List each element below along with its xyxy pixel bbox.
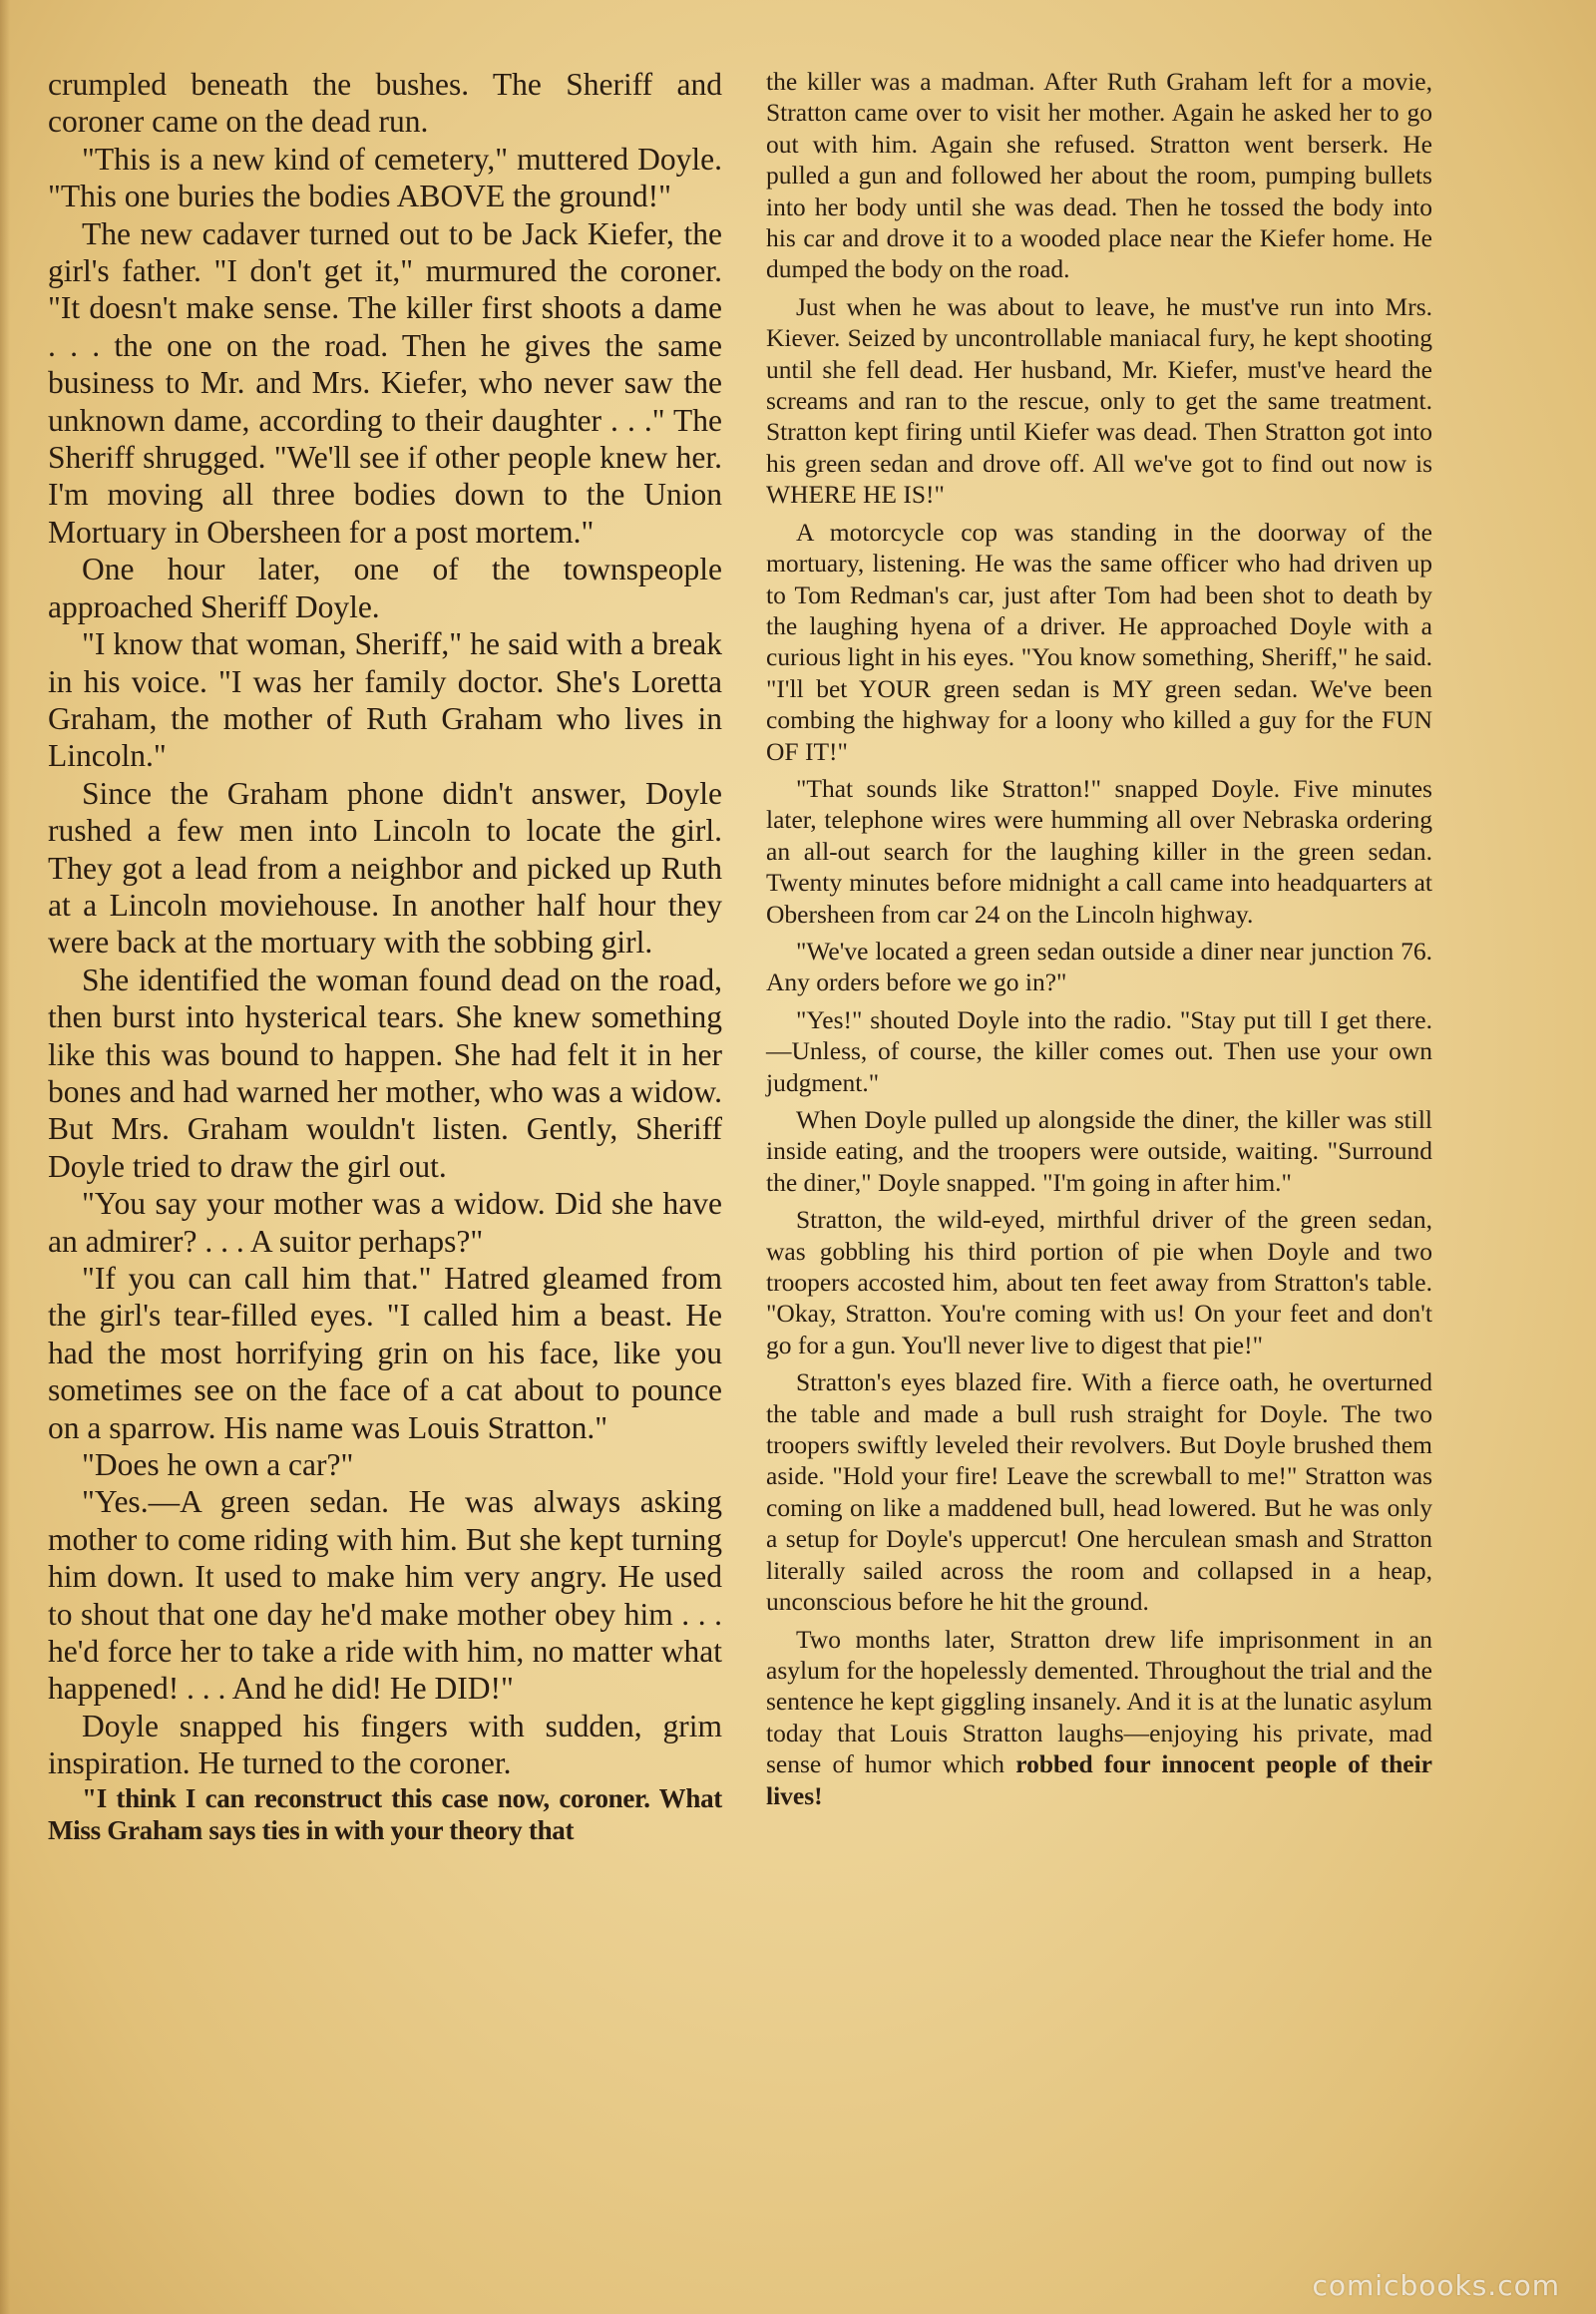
paragraph: "We've located a green sedan outside a diner near junction 76. Any orders before we go in?": [766, 936, 1432, 997]
paragraph-last: [766, 1624, 1432, 1811]
watermark: comicbooks.com: [1312, 2269, 1560, 2302]
paragraph: One hour later, one of the townspeople approached Sheriff Doyle.: [48, 552, 722, 624]
paragraph-last-text: Two months later, Stratton drew life imprisonment in an asylum for the hopelessly demented. Throughout the trial and the sentence he kept giggling insanely. And it is at the lunatic asylum today that Louis Stratton laughs—enjoying his private, mad sense of humor which: [766, 1624, 1432, 1779]
paragraph: Stratton's eyes blazed fire. With a fierce oath, he overturned the table and made a bull rush straight for Doyle. The two troopers swiftly leveled their revolvers. But Doyle brushed them aside. "Hold your fire! Leave the screwball to me!" Stratton was coming on like a maddened bull, head lowered. But he was only a setup for Doyle's uppercut! One herculean smash and Stratton literally sailed across the room and collapsed in a heap, unconscious before he hit the ground.: [766, 1367, 1432, 1617]
paragraph: The new cadaver turned out to be Jack Kiefer, the girl's father. "I don't get it," murmured the coroner. "It doesn't make sense. The killer first shoots a dame . . . the one on the road. Then he gives the same business to Mr. and Mrs. Kiefer, who never saw the unknown dame, according to their daughter . . ." The Sheriff shrugged. "We'll see if other people knew her. I'm moving all three bodies down to the Union Mortuary in Obersheen for a post mortem.": [48, 215, 722, 550]
paragraph: "That sounds like Stratton!" snapped Doyle. Five minutes later, telephone wires were humming all over Nebraska ordering an all-out search for the laughing killer in the green sedan. Twenty minutes before midnight a call came into headquarters at Obersheen from car 24 on the Lincoln highway.: [766, 773, 1432, 929]
paragraph: "This is a new kind of cemetery," muttered Doyle. "This one buries the bodies ABOVE the ground!": [48, 141, 722, 214]
paragraph: "If you can call him that." Hatred gleamed from the girl's tear-filled eyes. "I called him a beast. He had the most horrifying grin on his face, like you sometimes see on the face of a cat about to pounce on a sparrow. His name was Louis Stratton.": [48, 1261, 722, 1445]
paragraph: Since the Graham phone didn't answer, Doyle rushed a few men into Lincoln to locate the girl. They got a lead from a neighbor and picked up Ruth at a Lincoln moviehouse. In another half hour they were back at the mortuary with the sobbing girl.: [48, 775, 722, 961]
paragraph: "Does he own a car?": [82, 1447, 354, 1483]
paragraph: When Doyle pulled up alongside the diner, the killer was still inside eating, and the troopers were outside, waiting. "Surround the diner," Doyle snapped. "I'm going in after him.": [766, 1105, 1432, 1197]
paragraph: "You say your mother was a widow. Did she have an admirer? . . . A suitor perhaps?": [48, 1186, 722, 1259]
paragraph: "Yes.—A green sedan. He was always asking mother to come riding with him. But she kept turning him down. It used to make him very angry. He used to shout that one day he'd make mother obey him . . . he'd force her to take a ride with him, no matter what happened! . . . And he did! He DID!": [48, 1484, 722, 1707]
paragraph: crumpled beneath the bushes. The Sheriff and coroner came on the dead run.: [48, 67, 722, 140]
paragraph: "I know that woman, Sheriff," he said with a break in his voice. "I was her family doctor. She's Loretta Graham, the mother of Ruth Graham who lives in Lincoln.": [48, 626, 722, 774]
paragraph-bold-ending: "I think I can reconstruct this case now, coroner. What Miss Graham says ties in with your theory that: [48, 1782, 722, 1845]
paragraph: Just when he was about to leave, he must've run into Mrs. Kiever. Seized by uncontrollable maniacal fury, he kept shooting until she fell dead. Her husband, Mr. Kiefer, must've heard the screams and ran to the rescue, only to get the same treatment. Stratton kept firing until Kiefer was dead. Then Stratton got into his green sedan and drove off. All we've got to find out now is WHERE HE IS!": [766, 291, 1432, 510]
paragraph-last-bold-text: robbed four innocent people of their lives!: [766, 1749, 1433, 1810]
paragraph: Doyle snapped his fingers with sudden, grim inspiration. He turned to the coroner.: [48, 1708, 722, 1781]
paragraph: She identified the woman found dead on the road, then burst into hysterical tears. She knew something like this was bound to happen. She had felt it in her bones and had warned her mother, who was a widow. But Mrs. Graham wouldn't listen. Gently, Sheriff Doyle tried to draw the girl out.: [48, 962, 722, 1184]
left-text-column: [48, 66, 722, 1846]
paragraph: "Yes!" shouted Doyle into the radio. "Stay put till I get there.—Unless, of course, the killer comes out. Then use your own judgment.": [766, 1004, 1432, 1097]
paragraph: the killer was a madman. After Ruth Graham left for a movie, Stratton came over to visit her mother. Again he asked her to go out with him. Again she refused. Stratton went berserk. He pulled a gun and followed her about the room, pumping bullets into her body until she was dead. Then he tossed the body into his car and drove it to a wooded place near the Kiefer home. He dumped the body on the road.: [766, 67, 1432, 284]
page-edge-shadow: [0, 0, 10, 2314]
paragraph: A motorcycle cop was standing in the doorway of the mortuary, listening. He was the same officer who had driven up to Tom Redman's car, just after Tom had been shot to death by the laughing hyena of a driver. He approached Doyle with a curious light in his eyes. "You know something, Sheriff," he said. "I'll bet YOUR green sedan is MY green sedan. We've been combing the highway for a loony who killed a guy for the FUN OF IT!": [766, 517, 1432, 766]
right-text-column: [766, 66, 1432, 1811]
paragraph: Stratton, the wild-eyed, mirthful driver of the green sedan, was gobbling his third portion of pie when Doyle and two troopers accosted him, about ten feet away from Stratton's table. "Okay, Stratton. You're coming with us! On your feet and don't go for a gun. You'll never live to digest that pie!": [766, 1205, 1432, 1359]
